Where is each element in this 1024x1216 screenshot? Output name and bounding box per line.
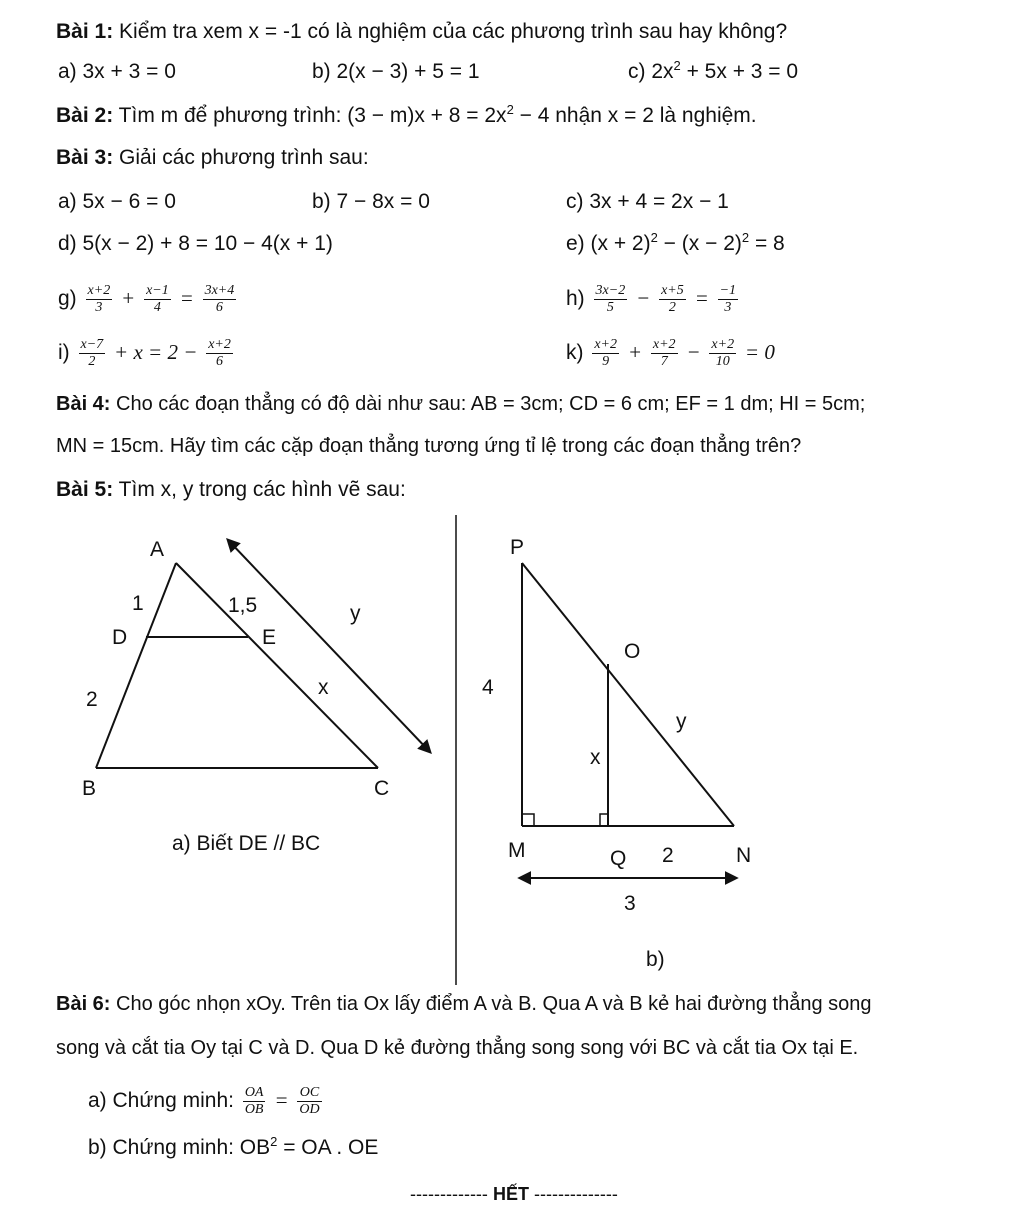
b3-k: k) $\frac{x+2}{9}$ + $\frac{x+2}{7}$ − $\frac{x+2}{10}$ = 0 (566, 336, 775, 369)
b3-e: e) $(x + 2)^2 - (x - 2)^2 = 8$ (566, 230, 785, 255)
b1-c: c) $2x^2 + 5x + 3 = 0$ (628, 58, 799, 83)
fig-a-label-e: E (262, 626, 277, 649)
b3-title: Bài 3: (56, 146, 114, 169)
b2-text: Tìm m để phương trình: $(3 - m)x + 8 = 2x^2 - 4$ nhận x = 2 là nghiệm. (118, 102, 757, 127)
fig-a-label-ae: 1,5 (228, 594, 258, 617)
b3-text: Giải các phương trình sau: (119, 146, 369, 169)
b3-h: h) $\frac{3x-2}{5}$ − $\frac{x+5}{2}$ = $\frac{-1}{3}$ (566, 282, 737, 315)
b6-b-text: b) Chứng minh: $OB^2$ = OA . OE (88, 1134, 379, 1159)
figure-a (82, 538, 430, 800)
b1-text: Kiểm tra xem x = -1 có là nghiệm của các phương trình sau hay không? (119, 20, 788, 43)
b4-text1: Cho các đoạn thẳng có độ dài như sau: AB = 3cm; CD = 6 cm; EF = 1 dm; HI = 5cm; (116, 393, 866, 415)
b4-text2: MN = 15cm. Hãy tìm các cặp đoạn thẳng tương ứng tỉ lệ trong các đoạn thẳng trên? (56, 435, 802, 457)
b3-a: a) 5x − 6 = 0 (58, 190, 176, 213)
fig-b-label-m: M (508, 839, 526, 862)
fig-b-label-o: O (624, 640, 641, 663)
fig-b-caption: b) (646, 948, 665, 971)
b1-a: a) 3x + 3 = 0 (58, 60, 176, 83)
b3-b: b) 7 − 8x = 0 (312, 190, 430, 213)
b1-b: b) 2(x − 3) + 5 = 1 (312, 60, 480, 83)
footer-dashes-right: -------------- (533, 1184, 618, 1204)
footer-dashes-left: ------------- (410, 1184, 488, 1204)
fig-a-label-db: 2 (86, 688, 98, 711)
fig-b-side-pn (522, 563, 734, 826)
b3-g: g) $\frac{x+2}{3}$ + $\frac{x-1}{4}$ = $\frac{3x+4}{6}$ (58, 282, 235, 315)
fig-b-label-pm: 4 (482, 676, 494, 699)
b5-text: Tìm x, y trong các hình vẽ sau: (118, 478, 406, 501)
fig-a-label-a: A (150, 538, 165, 561)
footer-end: HẾT (492, 1184, 529, 1204)
fig-a-label-c: C (374, 777, 390, 800)
b6-text1: Cho góc nhọn xOy. Trên tia Ox lấy điểm A và B. Qua A và B kẻ hai đường thẳng song (116, 993, 872, 1015)
fig-a-label-y: y (350, 602, 361, 625)
fig-b-label-oq: x (590, 746, 601, 769)
b3-c: c) 3x + 4 = 2x − 1 (566, 190, 729, 213)
b6-a-label: a) Chứng minh: (88, 1089, 234, 1112)
figure-b (482, 536, 751, 915)
b4-title: Bài 4: (56, 393, 111, 415)
b1-title: Bài 1: (56, 20, 114, 43)
b6-text2: song và cắt tia Oy tại C và D. Qua D kẻ đường thẳng song song với BC và cắt tia Ox tại E. (56, 1037, 859, 1059)
b2-title: Bài 2: (56, 104, 114, 127)
fig-b-right-angle-q (600, 814, 608, 826)
fig-b-label-mn: 3 (624, 892, 636, 915)
b3-i: i) $\frac{x-7}{2}$ + x = 2 − $\frac{x+2}{6}$ (58, 336, 231, 369)
b5-title: Bài 5: (56, 478, 114, 501)
fig-b-right-angle-m (522, 814, 534, 826)
fig-a-label-ad: 1 (132, 592, 144, 615)
fig-b-label-n: N (736, 844, 752, 867)
fig-b-label-qn: 2 (662, 844, 674, 867)
fig-b-label-q: Q (610, 847, 627, 870)
fig-a-label-b: B (82, 777, 97, 800)
fig-a-label-ec: x (318, 676, 329, 699)
fig-a-label-d: D (112, 626, 128, 649)
b3-d: d) 5(x − 2) + 8 = 10 − 4(x + 1) (58, 232, 333, 255)
fig-b-label-on: y (676, 710, 687, 733)
fig-a-caption: a) Biết DE // BC (172, 832, 321, 855)
fig-b-label-p: P (510, 536, 525, 559)
b6-title: Bài 6: (56, 993, 111, 1015)
